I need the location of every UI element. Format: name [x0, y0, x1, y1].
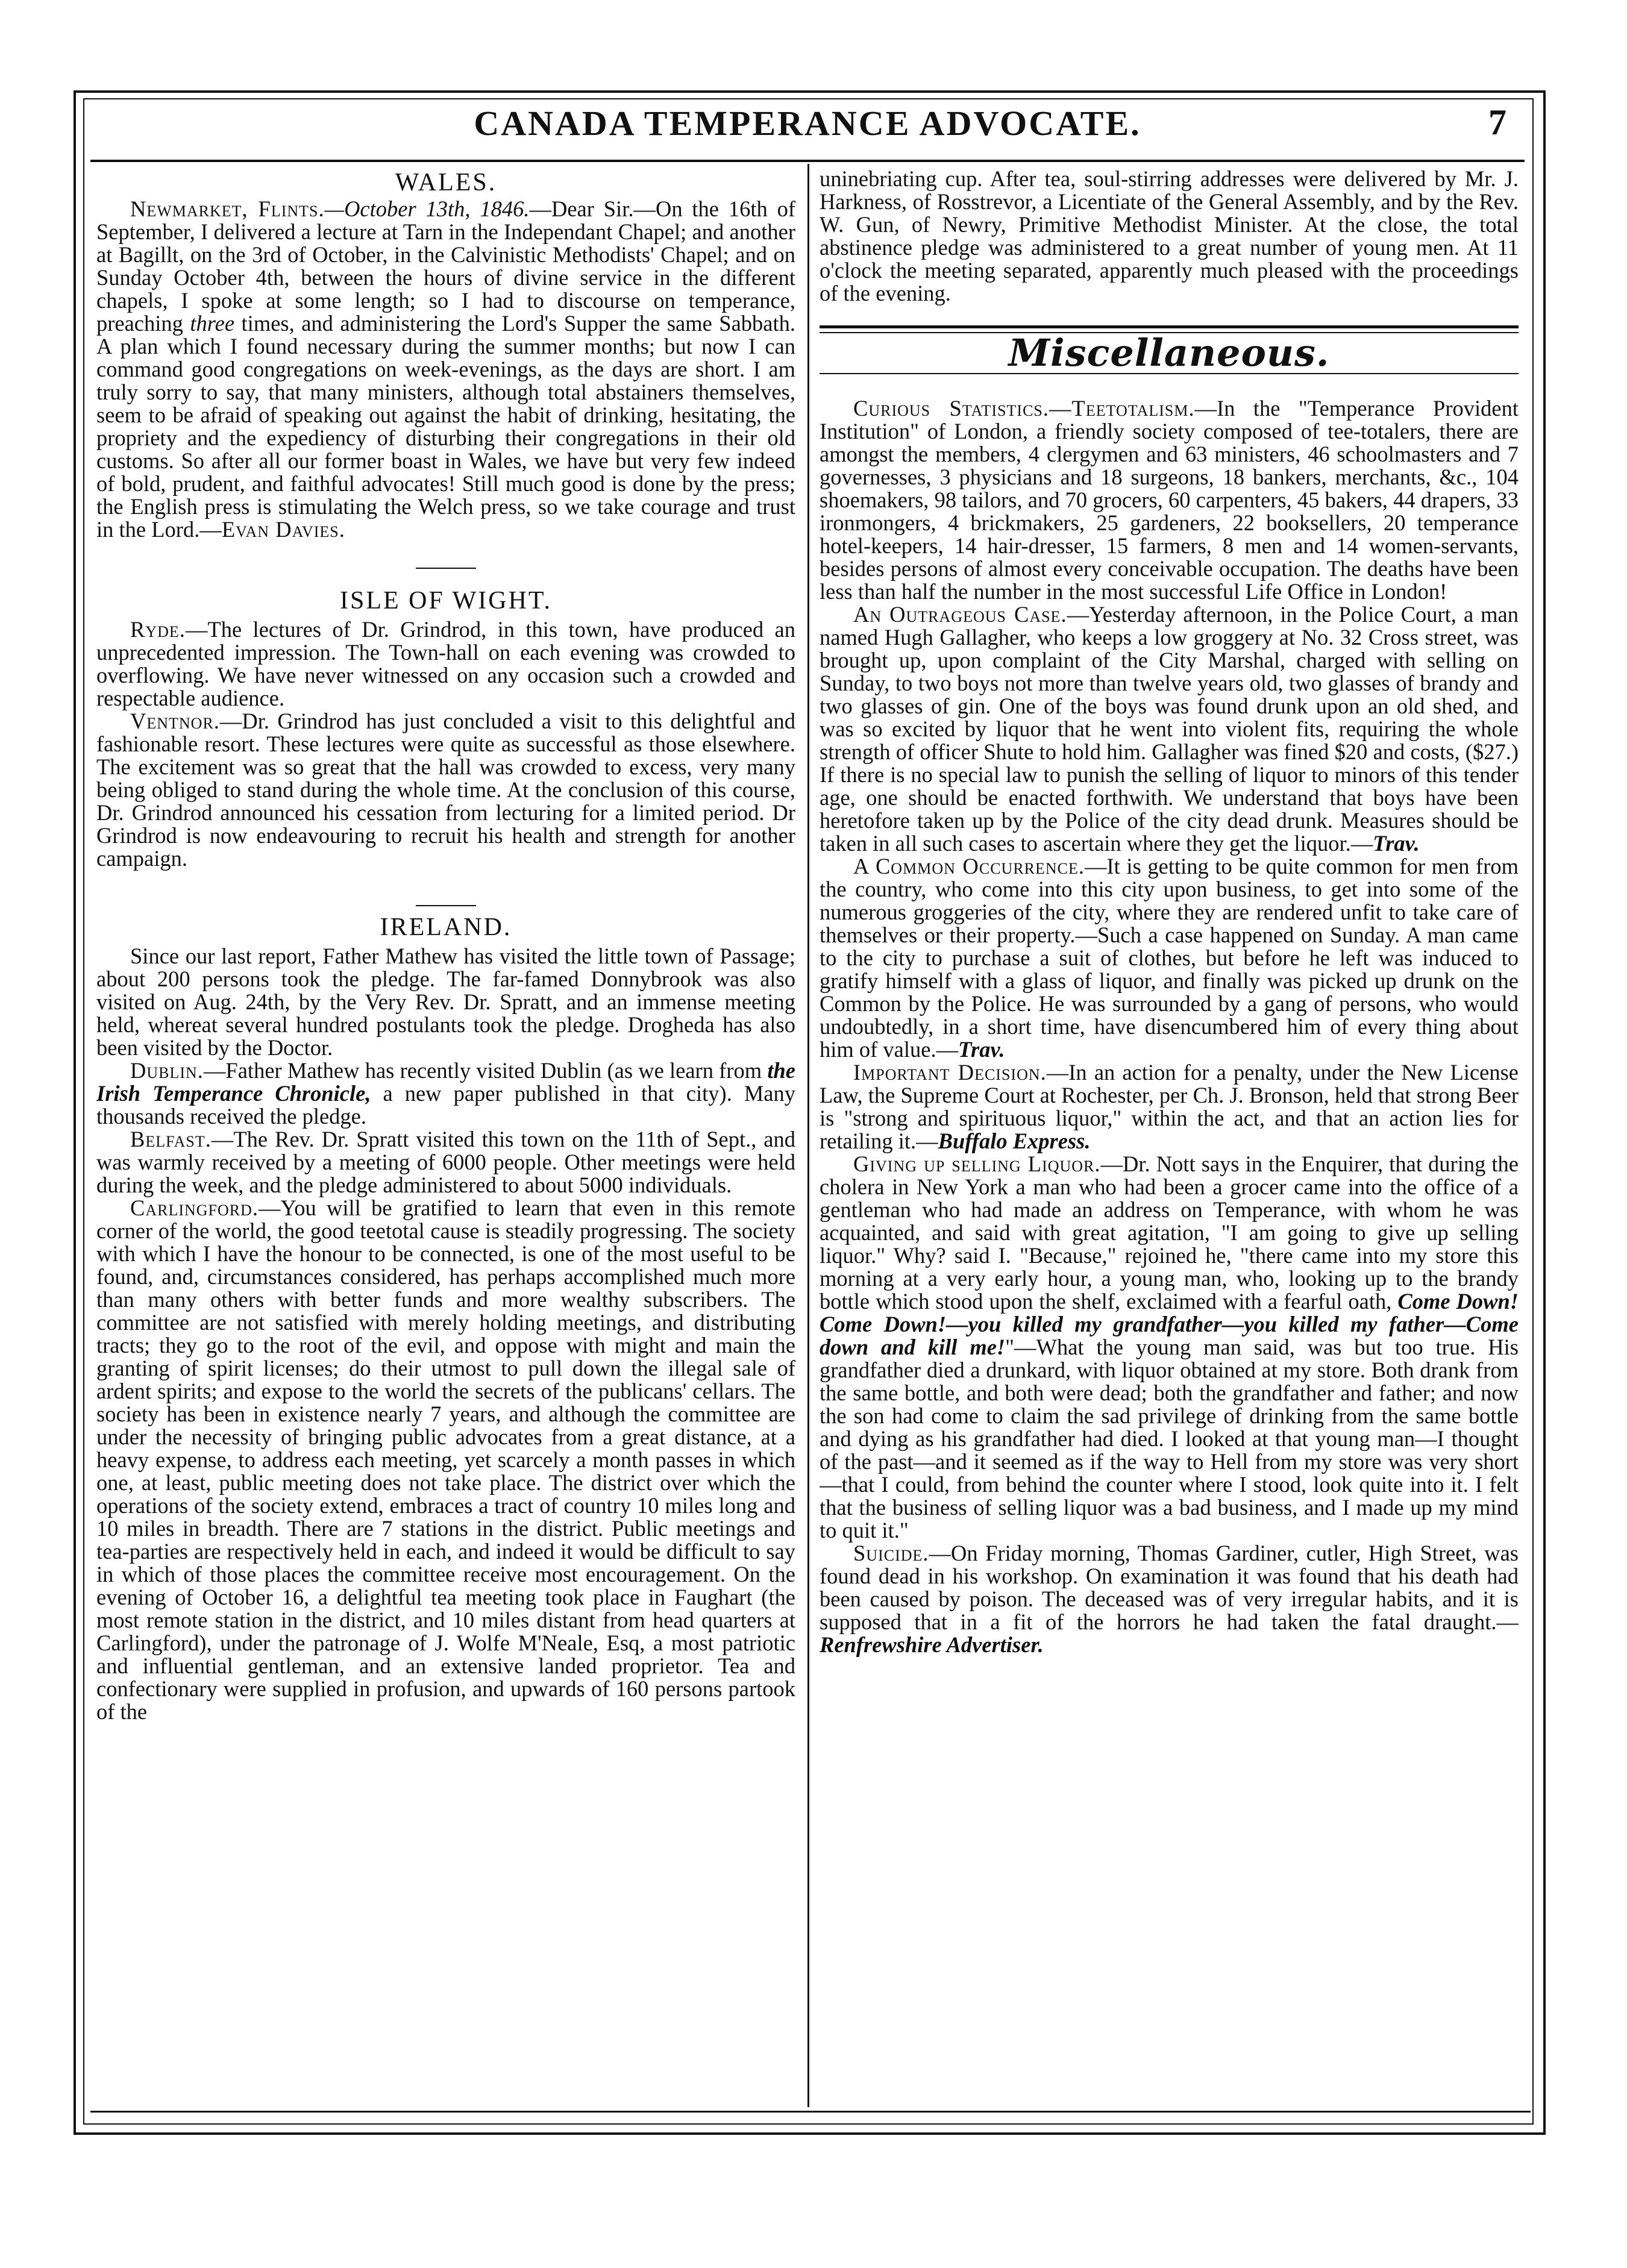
right-column — [820, 168, 1519, 2105]
article-outrageous-case: An Outrageous Case.—Yesterday afternoon, in the Police Court, a man named Hugh Gallagher, who keeps a low groggery at No. 32 Cross street, was brought up, upon complaint of the City Marshal, charged with selling on Sunday, to two boys not more than twelve years old, two glasses of brandy and two glasses of gin. One of the boys was found drunk upon an old shed, and was so excited by liquor that he went into violent fits, requiring the whole strength of officer Shute to hold him. Gallagher was fined $20 and costs, ($27.) If there is no special law to punish the selling of liquor to minors of this tender age, one should be enacted forthwith. We understand that boys have been heretofore taken up by the Police of the city dead drunk. Measures should be taken in all such cases to ascertain where they get the liquor.—Trav. — [820, 602, 1519, 856]
dateline-newmarket: Newmarket, Flints. — [130, 196, 325, 221]
column-divider — [807, 164, 809, 2107]
article-carlingford-continued: uninebriating cup. After tea, soul-stirring addresses were delivered by Mr. J. Harkness, of Rosstrevor, a Licentiate of the General Assembly, and by the Rev. W. Gun, of Newry, Primitive Methodist Minister. At the close, the total abstinence pledge was administered to a great number of young men. At 11 o'clock the meeting separated, apparently much pleased with the proceedings of the evening. — [820, 168, 1519, 305]
article-ventnor: Ventnor.—Dr. Grindrod has just concluded a visit to this delightful and fashionable resort. These lectures were quite as successful as those elsewhere. The excitement was so great that the hall was crowded to excess, very many being obliged to stand during the whole time. At the conclusion of this course, Dr. Grindrod announced his cessation from lecturing for a limited period. Dr Grindrod is now endeavouring to recruit his health and strength for another campaign. — [96, 709, 795, 871]
article-dublin: Dublin.—Father Mathew has recently visited Dublin (as we learn from the Irish Temperance Chronicle, a new paper published in that city). Many thousands received the pledge. — [96, 1058, 795, 1129]
heading-ireland: IRELAND. — [380, 913, 512, 941]
article-ireland-intro: Since our last report, Father Mathew has visited the little town of Passage; about 200 persons took the pledge. The far-famed Donnybrook was also visited on Aug. 24th, by the Very Rev. Dr. Spratt, and an immense meeting held, whereat several hundred postulants took the pledge. Drogheda has also been visited by the Doctor. — [96, 944, 795, 1060]
article-suicide: Suicide.—On Friday morning, Thomas Gardiner, cutler, High Street, was found dead in his workshop. On examination it was found that his death had been caused by poison. The deceased was of very irregular habits, and it is supposed that in a fit of the horrors he had taken the fatal draught.—Renfrewshire Advertiser. — [820, 1541, 1519, 1657]
page-header — [90, 99, 1525, 160]
article-important-decision: Important Decision.—In an action for a penalty, under the New License Law, the Supreme Court at Rochester, per Ch. J. Bronson, held that strong Beer is "strong and spirituous liquor," within the act, and that an action lies for retailing it.—Buffalo Express. — [820, 1060, 1519, 1153]
masthead-title: CANADA TEMPERANCE ADVOCATE. — [474, 104, 1141, 143]
header-rule — [90, 160, 1525, 162]
article-newmarket: Newmarket, Flints.—October 13th, 1846.—Dear Sir.—On the 16th of September, I delivered a lecture at Tarn in the Independant Chapel; and another at Bagillt, on the 3rd of October, in the Calvinistic Methodists' Chapel; and on Sunday October 4th, between the hours of divine service in the different chapels, I spoke at some length; so I had to discourse on temperance, preaching three times, and administering the Lord's Supper the same Sabbath. A plan which I found necessary during the summer months; but now I can command good congregations on week-evenings, as the days are short. I am truly sorry to say, that many ministers, although total abstainers themselves, seem to be afraid of speaking out against the habit of drinking, hesitating, the propriety and the expediency of disturbing their congregations in their old customs. So after all our former boast in Wales, we have but very few indeed of bold, prudent, and faithful advocates! Still much good is done by the press; the English press is stimulating the Welch press, so we take courage and trust in the Lord.—Evan Davies. — [96, 196, 795, 542]
article-giving-up-liquor: Giving up selling Liquor.—Dr. Nott says in the Enquirer, that during the cholera in New York a man who had been a grocer came into the office of a gentleman who had made an address on Temperance, with whom he was acquainted, and said with great agitation, "I am going to give up selling liquor." Why? said I. "Because," rejoined he, "there came into my store this morning at a very early hour, a young man, who, looking up to the brandy bottle which stood upon the shelf, exclaimed with a fearful oath, Come Down! Come Down!—you killed my grandfather—you killed my father—Come down and kill me!"—What the young man said, was but too true. His grandfather died a drunkard, with liquor obtained at my store. Both drank from the same bottle, and both were dead; both the grandfather and father; and now the son had come to claim the sad privilege of drinking from the same bottle and dying as his grandfather had died. I looked at that young man—I thought of the past—and it seemed as if the way to Hell from my store was very short—that I could, from behind the counter where I stood, look quite into it. I felt that the business of selling liquor was a bad business, and I made up my mind to quit it." — [820, 1151, 1519, 1543]
article-common-occurrence: A Common Occurrence.—It is getting to be quite common for men from the country, who come into this city upon business, to get into some of the numerous groggeries of the city, where they are rendered unfit to take care of themselves or their property.—Such a case happened on Sunday. A man came to the city to purchase a suit of clothes, but before he left was induced to gratify himself with a glass of liquor, and finally was picked up drunk on the Common by the Police. He was surrounded by a gang of persons, who would undoubtedly, in a short time, have disencumbered him of every thing about him of value.—Trav. — [820, 854, 1519, 1062]
article-curious-statistics: Curious Statistics.—Teetotalism.—In the "Temperance Provident Institution" of London, a friendly society composed of tee-totalers, there are amongst the members, 4 clergymen and 63 ministers, 46 schoolmasters and 7 governesses, 3 physicians and 18 surgeons, 18 bankers, merchants, &c., 104 shoemakers, 98 tailors, and 70 grocers, 60 carpenters, 45 bakers, 44 drapers, 33 ironmongers, 4 brickmakers, 25 gardeners, 22 booksellers, 20 temperance hotel-keepers, 14 hair-dresser, 15 farmers, 8 men and 14 women-servants, besides persons of almost every conceivable occupation. The deaths have been less than half the number in the most successful Life Office in London! — [820, 396, 1519, 604]
heading-miscellaneous: Miscellaneous. — [1008, 331, 1330, 375]
article-belfast: Belfast.—The Rev. Dr. Spratt visited this town on the 11th of Sept., and was warmly received by a meeting of 6000 people. Other meetings were held during the week, and the pledge administered to about 5000 individuals. — [96, 1127, 795, 1197]
article-ryde: Ryde.—The lectures of Dr. Grindrod, in this town, have produced an unprecedented impression. The Town-hall on each evening was crowded to overflowing. We have never witnessed on any occasion such a crowded and respectable audience. — [96, 617, 795, 710]
left-column — [96, 168, 795, 2105]
date-newmarket: —October 13th, 1846. — [324, 196, 530, 221]
bottom-rule — [90, 2111, 1531, 2113]
page-number: 7 — [1488, 102, 1506, 142]
heading-wales: WALES. — [395, 169, 497, 196]
signature-evan-davies: Evan Davies. — [221, 517, 345, 542]
article-carlingford: Carlingford.—You will be gratified to learn that even in this remote corner of the world, the good teetotal cause is steadily progressing. The society with which I have the honour to be connected, is one of the most useful to be found, and, circumstances considered, has perhaps accomplished much more than many others with better funds and more wealthy subscribers. The committee are not satisfied with merely holding meetings, and distributing tracts; they go to the root of the evil, and oppose with might and main the granting of spirit licenses; do their utmost to pull down the illegal sale of ardent spirits; and expose to the world the secrets of the publicans' cellars. The society has been in existence nearly 7 years, and although the committee are under the necessity of bringing public advocates from a great distance, at a heavy expense, to address each meeting, yet scarcely a month passes in which one, at least, public meeting does not take place. The district over which the operations of the society extend, embraces a tract of country 10 miles long and 10 miles in breadth. There are 7 stations in the district. Public meetings and tea-parties are respectively held in each, and indeed it would be difficult to say in which of those places the committee receive most encouragement. On the evening of October 16, a delightful tea meeting took place in Faughart (the most remote station in the district, and 10 miles distant from head quarters at Carlingford), under the patronage of J. Wolfe M'Neale, Esq, a most patriotic and influential gentleman, and an extensive landed proprietor. Tea and confectionary were supplied in profusion, and upwards of 160 persons partook of the — [96, 1195, 795, 1724]
heading-isle-of-wight: ISLE OF WIGHT. — [340, 587, 552, 615]
